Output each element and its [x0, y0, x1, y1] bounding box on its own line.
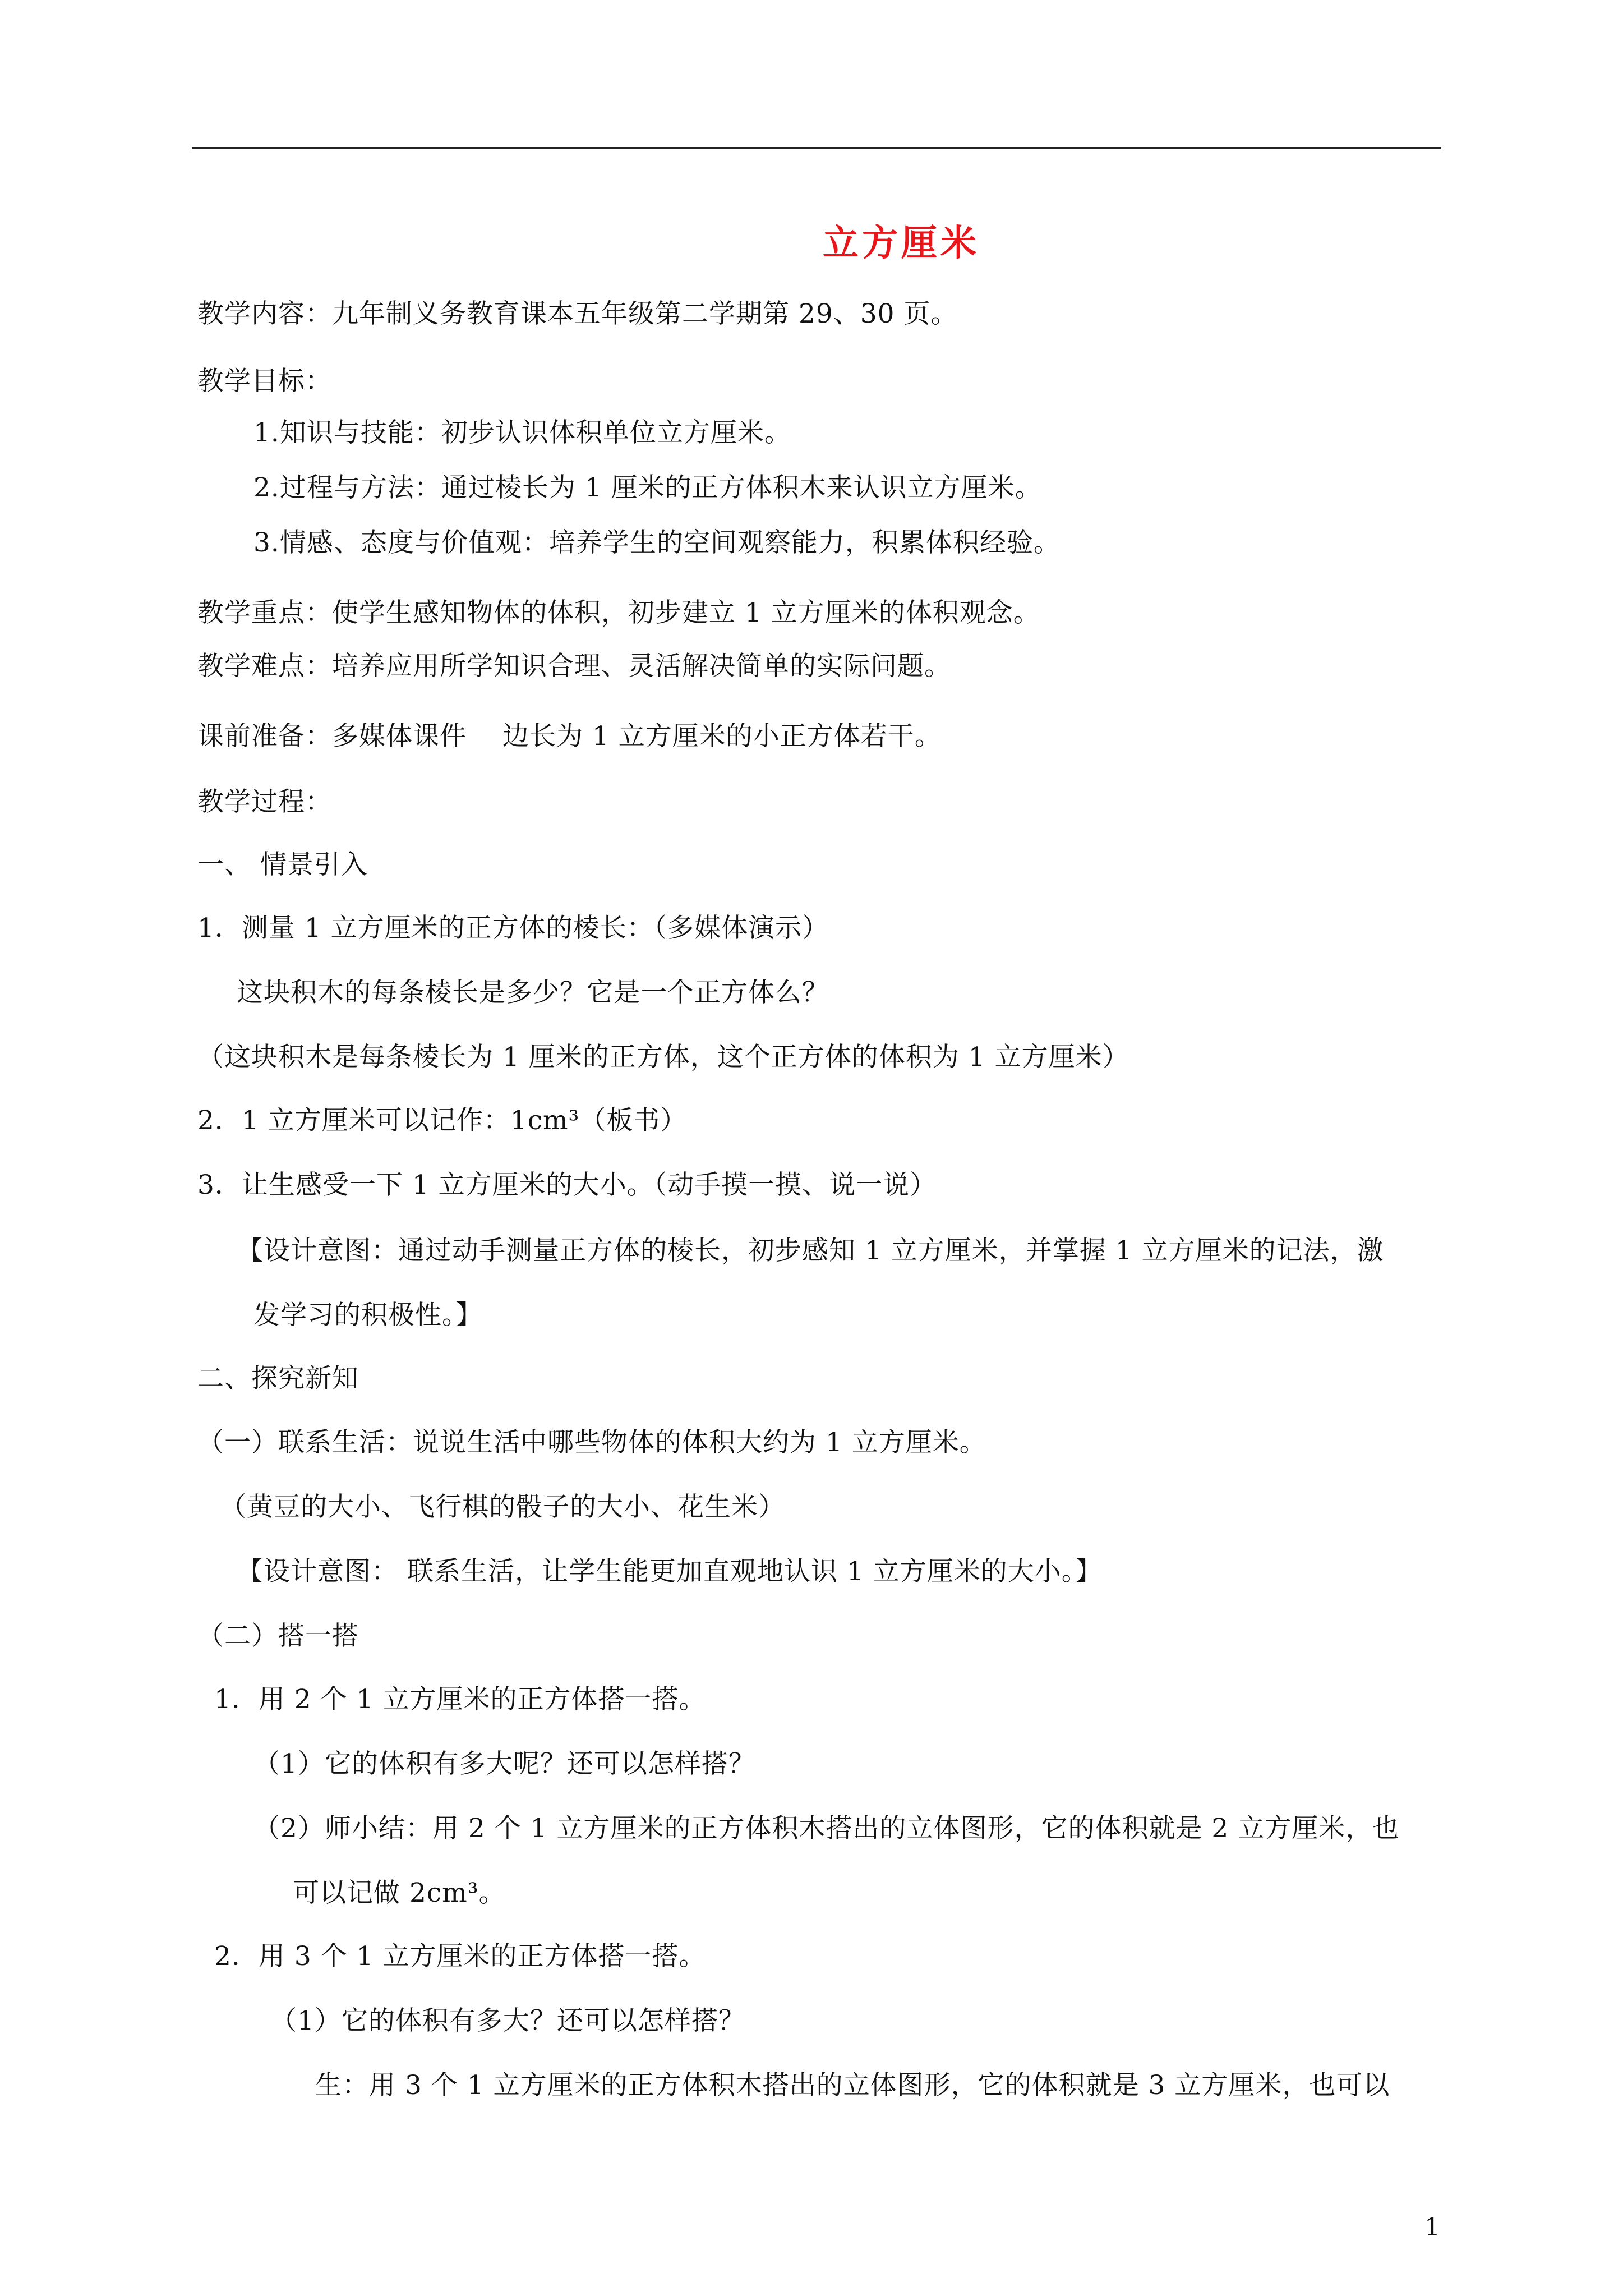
- page-number: 1: [1424, 2213, 1440, 2242]
- paragraph-line: （一）联系生活：说说生活中哪些物体的体积大约为 1 立方厘米。: [197, 1427, 986, 1458]
- paragraph-line: 1．测量 1 立方厘米的正方体的棱长：（多媒体演示）: [197, 913, 829, 944]
- teaching-goals-heading: 教学目标：: [197, 366, 332, 397]
- teaching-content: 教学内容：九年制义务教育课本五年级第二学期第 29、30 页。: [197, 298, 958, 329]
- goal-item-1: 1.知识与技能：初步认识体积单位立方厘米。: [253, 417, 791, 448]
- paragraph-line: 可以记做 2cm³。: [293, 1878, 506, 1908]
- design-intent-note-continued: 发学习的积极性。】: [253, 1300, 483, 1331]
- paragraph-line: 生：用 3 个 1 立方厘米的正方体积木搭出的立体图形，它的体积就是 3 立方厘米，也可以: [315, 2070, 1390, 2101]
- paragraph-line: 1．用 2 个 1 立方厘米的正方体搭一搭。: [214, 1684, 706, 1715]
- goal-item-2: 2.过程与方法：通过棱长为 1 厘米的正方体积木来认识立方厘米。: [253, 472, 1042, 503]
- design-intent-note: 【设计意图：通过动手测量正方体的棱长，初步感知 1 立方厘米，并掌握 1 立方厘米的记法，激: [237, 1235, 1384, 1266]
- section-heading-2: 二、探究新知: [197, 1363, 359, 1394]
- paragraph-line: （2）师小结：用 2 个 1 立方厘米的正方体积木搭出的立体图形，它的体积就是 2 立方厘米，也: [253, 1813, 1400, 1844]
- paragraph-line: 2．用 3 个 1 立方厘米的正方体搭一搭。: [214, 1941, 706, 1972]
- goal-item-3: 3.情感、态度与价值观：培养学生的空间观察能力，积累体积经验。: [253, 527, 1061, 558]
- teaching-difficulty: 教学难点：培养应用所学知识合理、灵活解决简单的实际问题。: [197, 651, 951, 682]
- class-preparation: 课前准备：多媒体课件 边长为 1 立方厘米的小正方体若干。: [197, 721, 942, 752]
- document-title: 立方厘米: [823, 222, 980, 264]
- design-intent-note: 【设计意图： 联系生活，让学生能更加直观地认识 1 立方厘米的大小。】: [237, 1556, 1103, 1587]
- paragraph-line: （1）它的体积有多大呢？还可以怎样搭？: [253, 1749, 755, 1779]
- paragraph-line: （这块积木是每条棱长为 1 厘米的正方体，这个正方体的体积为 1 立方厘米）: [197, 1042, 1129, 1073]
- paragraph-line: 3．让生感受一下 1 立方厘米的大小。（动手摸一摸、说一说）: [197, 1170, 937, 1200]
- paragraph-line: 2．1 立方厘米可以记作：1cm³（板书）: [197, 1105, 688, 1136]
- teaching-focus: 教学重点：使学生感知物体的体积，初步建立 1 立方厘米的体积观念。: [197, 597, 1040, 628]
- section-heading-1: 一、 情景引入: [197, 849, 368, 880]
- paragraph-line: （黄豆的大小、飞行棋的骰子的大小、花生米）: [220, 1492, 785, 1522]
- paragraph-line: （1）它的体积有多大？还可以怎样搭？: [270, 2005, 745, 2036]
- paragraph-line: 这块积木的每条棱长是多少？它是一个正方体么？: [237, 977, 829, 1008]
- teaching-process-heading: 教学过程：: [197, 786, 332, 817]
- subsection-heading: （二）搭一搭: [197, 1621, 359, 1651]
- header-rule: [192, 147, 1441, 149]
